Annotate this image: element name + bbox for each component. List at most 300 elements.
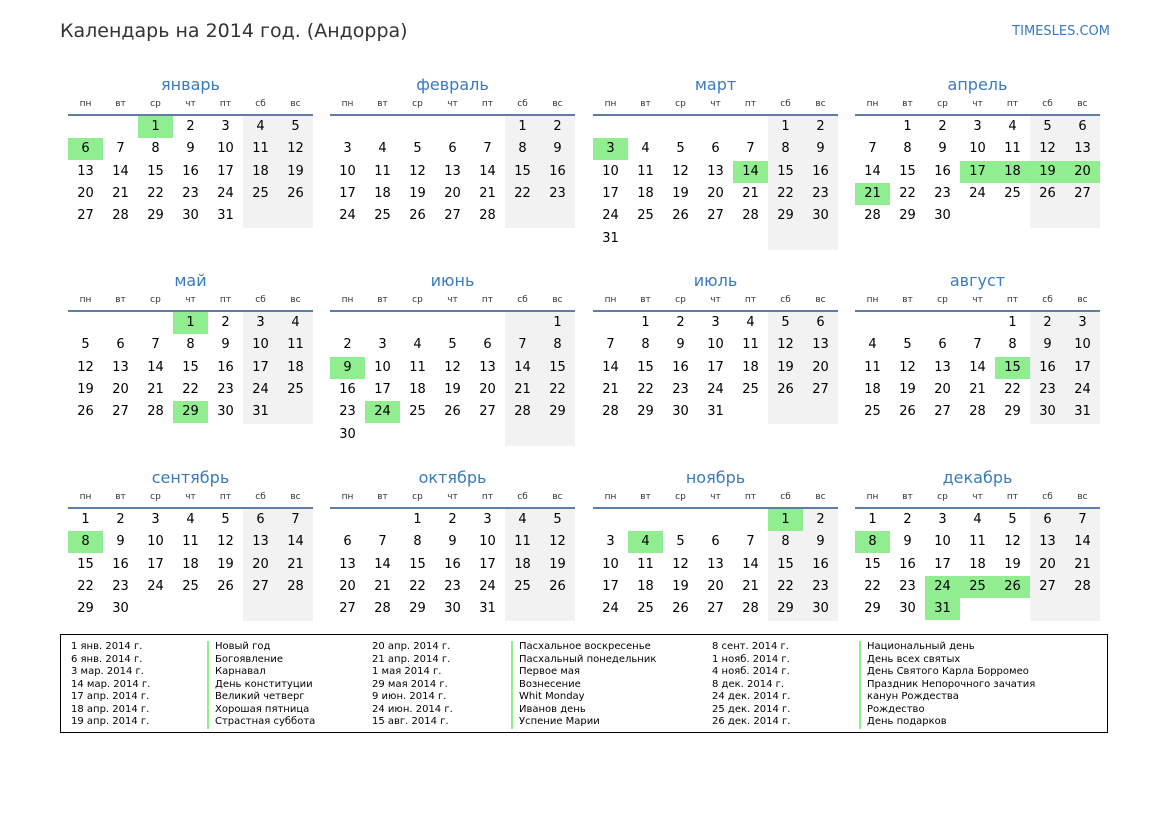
day-cell: 12 [217,534,234,550]
day-cell: 10 [1074,337,1091,353]
legend-date: 1 нояб. 2014 г. [712,653,790,665]
day-cell: 10 [707,337,724,353]
day-cell: 18 [287,359,304,375]
day-cell: 10 [339,163,356,179]
weekday-label: чт [972,99,983,109]
legend-date: 17 апр. 2014 г. [71,691,150,702]
day-cell: 20 [707,185,724,201]
legend-holiday-name: Новый год [207,641,270,654]
day-cell: 16 [934,163,951,179]
day-cell: 18 [409,381,426,397]
day-cell: 25 [514,578,531,594]
weekday-label: пн [341,99,354,109]
day-cell: 7 [606,337,615,353]
day-cell: 18 [637,578,654,594]
weekday-label: вс [1077,492,1088,502]
weekday-label: ср [675,295,686,305]
day-cell: 8 [781,141,790,157]
day-cell: 6 [711,534,720,550]
weekday-label: вс [290,492,301,502]
day-cell: 2 [343,337,352,353]
holiday-day-cell: 18 [995,161,1030,183]
legend-date: 3 мар. 2014 г. [71,666,144,677]
day-cell: 4 [641,141,650,157]
legend-date: 6 янв. 2014 г. [71,653,143,665]
day-cell: 27 [1074,185,1091,201]
legend-date: 1 мая 2014 г. [372,666,442,677]
month-name: май [174,271,207,290]
day-cell: 22 [777,578,794,594]
weekday-label: вт [902,295,913,305]
day-cell: 5 [413,141,422,157]
day-cell: 2 [816,512,825,527]
weekday-label: пн [79,295,92,305]
day-cell: 9 [221,337,230,353]
day-cell: 7 [291,512,300,527]
day-cell: 23 [112,578,129,594]
day-cell: 31 [479,601,496,617]
weekday-label: вс [815,99,826,109]
day-cell: 17 [934,556,951,572]
day-cell: 23 [934,185,951,201]
day-cell: 16 [444,556,461,572]
day-cell: 22 [637,381,654,397]
day-cell: 5 [781,315,790,330]
day-cell: 12 [899,359,916,375]
legend-date: 21 апр. 2014 г. [372,653,451,665]
day-cell: 11 [514,534,531,550]
legend-holiday-name: Иванов день [511,704,586,717]
weekday-label: пт [481,99,494,109]
day-cell: 21 [1074,556,1091,572]
day-cell: 26 [444,404,461,420]
day-cell: 20 [444,185,461,201]
legend-date: 25 дек. 2014 г. [712,703,791,715]
day-cell: 3 [938,512,947,527]
day-cell: 26 [217,578,234,594]
day-cell: 7 [746,141,755,157]
weekday-label: вс [290,99,301,109]
day-cell: 7 [518,337,527,353]
legend-holiday-name: канун Рождества [859,691,959,704]
day-cell: 4 [973,512,982,527]
holiday-day-cell: 3 [593,138,628,160]
month-name: июль [693,271,738,290]
day-cell: 2 [221,315,230,330]
day-cell: 27 [707,601,724,617]
day-cell: 26 [672,601,689,617]
weekday-label: чт [447,492,458,502]
legend-date: 19 апр. 2014 г. [71,716,150,727]
holiday-day-cell: 15 [995,357,1030,379]
day-cell: 22 [514,185,531,201]
day-cell: 31 [707,404,724,420]
day-cell: 3 [483,512,492,527]
day-cell: 26 [1039,185,1056,201]
day-cell: 13 [707,163,724,179]
day-cell: 20 [812,359,829,375]
weekday-label: ср [150,492,161,502]
day-cell: 20 [707,578,724,594]
day-cell: 1 [518,119,527,134]
legend-date: 1 янв. 2014 г. [71,641,143,652]
day-cell: 10 [374,359,391,375]
site-link[interactable]: TIMESLES.COM [1012,24,1110,39]
holiday-day-cell: 21 [855,183,890,205]
legend-date: 29 мая 2014 г. [372,678,448,690]
weekday-label: ср [675,492,686,502]
weekday-label: ср [150,295,161,305]
day-cell: 8 [903,141,912,157]
day-cell: 9 [938,141,947,157]
day-cell: 28 [479,208,496,224]
day-cell: 10 [934,534,951,550]
weekday-label: чт [710,99,721,109]
legend-holiday-name: Праздник Непорочного зачатия [859,679,1035,692]
day-cell: 8 [186,337,195,353]
weekday-label: вт [377,99,388,109]
weekday-label: ср [412,492,423,502]
day-cell: 31 [602,230,619,246]
day-cell: 14 [147,359,164,375]
weekday-label: пн [604,492,617,502]
month-block [68,467,313,647]
weekday-label: ср [412,295,423,305]
day-cell: 6 [116,337,125,353]
day-cell: 24 [479,578,496,594]
month-name: февраль [416,75,489,94]
day-cell: 17 [602,578,619,594]
weekday-label: вс [815,492,826,502]
weekday-label: вт [115,492,126,502]
day-cell: 23 [182,185,199,201]
weekday-label: пн [341,295,354,305]
day-cell: 17 [252,359,269,375]
day-cell: 9 [448,534,457,550]
day-cell: 24 [969,185,986,201]
day-cell: 4 [746,315,755,330]
day-cell: 9 [816,534,825,550]
day-cell: 23 [444,578,461,594]
day-cell: 2 [938,119,947,134]
day-cell: 8 [781,534,790,550]
day-cell: 7 [116,141,125,157]
day-cell: 30 [444,601,461,617]
weekday-label: вт [115,295,126,305]
day-cell: 7 [483,141,492,157]
month-name: ноябрь [685,468,746,487]
weekday-label: вс [1077,295,1088,305]
day-cell: 5 [1043,119,1052,134]
weekday-label: пт [1006,492,1019,502]
day-cell: 10 [252,337,269,353]
day-cell: 29 [777,208,794,224]
day-cell: 9 [553,141,562,157]
weekday-label: сб [1042,295,1053,305]
day-cell: 10 [602,556,619,572]
day-cell: 12 [1039,141,1056,157]
day-cell: 8 [518,141,527,157]
day-cell: 19 [549,556,566,572]
day-cell: 22 [777,185,794,201]
day-cell: 12 [672,556,689,572]
day-cell: 12 [77,359,94,375]
day-cell: 24 [217,185,234,201]
day-cell: 26 [899,404,916,420]
day-cell: 27 [444,208,461,224]
day-cell: 21 [287,556,304,572]
day-cell: 20 [252,556,269,572]
day-cell: 5 [553,512,562,527]
day-cell: 9 [676,337,685,353]
day-cell: 20 [479,381,496,397]
day-cell: 24 [707,381,724,397]
day-cell: 15 [637,359,654,375]
day-cell: 4 [413,337,422,353]
day-cell: 21 [479,185,496,201]
legend-holiday-name: Пасхальное воскресенье [511,641,651,654]
day-cell: 23 [672,381,689,397]
day-cell: 28 [514,404,531,420]
day-cell: 6 [1043,512,1052,527]
day-cell: 5 [81,337,90,353]
day-cell: 15 [77,556,94,572]
day-cell: 28 [112,208,129,224]
day-cell: 29 [777,601,794,617]
day-cell: 13 [444,163,461,179]
day-cell: 19 [409,185,426,201]
weekday-label: вт [377,492,388,502]
day-cell: 13 [707,556,724,572]
day-cell: 7 [1078,512,1087,527]
day-cell: 28 [969,404,986,420]
day-cell: 22 [864,578,881,594]
day-cell: 15 [899,163,916,179]
day-cell: 1 [903,119,912,134]
weekday-label: пн [79,492,92,502]
day-cell: 25 [252,185,269,201]
weekday-label: вт [902,492,913,502]
day-cell: 3 [711,315,720,330]
day-cell: 13 [479,359,496,375]
day-cell: 7 [973,337,982,353]
day-cell: 3 [973,119,982,134]
day-cell: 18 [864,381,881,397]
day-cell: 21 [147,381,164,397]
month-block [855,74,1100,254]
day-cell: 3 [343,141,352,157]
day-cell: 30 [217,404,234,420]
weekday-label: сб [1042,99,1053,109]
weekday-label: пт [744,295,757,305]
day-cell: 25 [287,381,304,397]
day-cell: 17 [147,556,164,572]
holiday-day-cell: 26 [995,576,1030,598]
weekday-label: вт [902,99,913,109]
day-cell: 17 [374,381,391,397]
day-cell: 29 [549,404,566,420]
day-cell: 11 [969,534,986,550]
day-cell: 3 [256,315,265,330]
legend-date: 15 авг. 2014 г. [372,716,449,727]
holiday-legend [60,634,1108,733]
weekday-label: ср [150,99,161,109]
day-cell: 16 [1039,359,1056,375]
weekday-label: чт [185,492,196,502]
day-cell: 9 [903,534,912,550]
day-cell: 27 [112,404,129,420]
day-cell: 19 [777,359,794,375]
day-cell: 25 [374,208,391,224]
legend-holiday-name: День Святого Карла Борромео [859,666,1029,679]
day-cell: 17 [217,163,234,179]
month-name: октябрь [418,468,487,487]
weekday-label: сб [1042,492,1053,502]
weekday-label: пт [744,492,757,502]
day-cell: 27 [1039,578,1056,594]
month-block [330,467,575,647]
holiday-day-cell: 4 [628,531,663,553]
day-cell: 21 [969,381,986,397]
day-cell: 8 [553,337,562,353]
day-cell: 24 [602,601,619,617]
day-cell: 4 [868,337,877,353]
day-cell: 10 [479,534,496,550]
day-cell: 27 [479,404,496,420]
day-cell: 30 [812,208,829,224]
day-cell: 18 [182,556,199,572]
weekday-label: ср [937,492,948,502]
day-cell: 27 [812,381,829,397]
day-cell: 9 [116,534,125,550]
holiday-day-cell: 24 [365,401,400,423]
weekday-label: чт [447,99,458,109]
day-cell: 30 [672,404,689,420]
day-cell: 14 [969,359,986,375]
weekday-label: пт [219,492,232,502]
month-block [330,74,575,254]
day-cell: 25 [182,578,199,594]
day-cell: 10 [217,141,234,157]
day-cell: 13 [339,556,356,572]
weekday-label: пн [866,295,879,305]
legend-holiday-name: Первое мая [511,666,580,679]
day-cell: 29 [1004,404,1021,420]
day-cell: 2 [1043,315,1052,330]
day-cell: 20 [1039,556,1056,572]
day-cell: 23 [899,578,916,594]
day-cell: 14 [112,163,129,179]
weekday-label: пн [866,99,879,109]
day-cell: 15 [777,163,794,179]
day-cell: 9 [186,141,195,157]
day-cell: 15 [147,163,164,179]
month-block [855,467,1100,647]
weekday-label: пт [744,99,757,109]
weekday-label: сб [780,99,791,109]
day-cell: 26 [287,185,304,201]
day-cell: 2 [816,119,825,134]
day-cell: 14 [864,163,881,179]
month-name: январь [161,75,220,94]
day-cell: 30 [339,426,356,442]
holiday-day-cell: 1 [768,509,803,531]
weekday-label: ср [937,99,948,109]
day-cell: 12 [444,359,461,375]
day-cell: 2 [676,315,685,330]
day-cell: 17 [479,556,496,572]
day-cell: 28 [147,404,164,420]
day-cell: 13 [1074,141,1091,157]
weekday-label: сб [517,295,528,305]
day-cell: 3 [151,512,160,527]
day-cell: 31 [1074,404,1091,420]
weekday-label: чт [185,295,196,305]
day-cell: 19 [899,381,916,397]
weekday-label: чт [972,492,983,502]
day-cell: 7 [378,534,387,550]
day-cell: 4 [186,512,195,527]
day-cell: 29 [409,601,426,617]
legend-holiday-name: Вознесение [511,679,581,692]
weekday-label: вс [290,295,301,305]
month-block [68,270,313,450]
day-cell: 30 [112,601,129,617]
day-cell: 22 [182,381,199,397]
day-cell: 16 [672,359,689,375]
day-cell: 1 [413,512,422,527]
day-cell: 9 [816,141,825,157]
day-cell: 7 [746,534,755,550]
day-cell: 5 [221,512,230,527]
legend-date: 9 июн. 2014 г. [372,691,447,702]
day-cell: 31 [252,404,269,420]
holiday-day-cell: 8 [855,531,890,553]
day-cell: 18 [374,185,391,201]
day-cell: 13 [252,534,269,550]
day-cell: 1 [641,315,650,330]
day-cell: 19 [77,381,94,397]
weekday-label: вс [552,295,563,305]
day-cell: 23 [812,185,829,201]
day-cell: 27 [77,208,94,224]
day-cell: 16 [182,163,199,179]
day-cell: 25 [1004,185,1021,201]
day-cell: 2 [186,119,195,134]
legend-holiday-name: Рождество [859,704,925,717]
day-cell: 26 [77,404,94,420]
weekday-label: сб [517,99,528,109]
day-cell: 16 [812,163,829,179]
day-cell: 19 [672,185,689,201]
day-cell: 11 [374,163,391,179]
weekday-label: чт [710,295,721,305]
day-cell: 29 [77,601,94,617]
weekday-label: пт [481,295,494,305]
legend-holiday-name: День всех святых [859,654,960,667]
holiday-day-cell: 24 [925,576,960,598]
month-name: сентябрь [151,468,230,487]
day-cell: 8 [1008,337,1017,353]
weekday-label: пн [604,295,617,305]
holiday-day-cell: 6 [68,138,103,160]
day-cell: 10 [602,163,619,179]
weekday-label: чт [447,295,458,305]
holiday-day-cell: 29 [173,401,208,423]
day-cell: 14 [374,556,391,572]
day-cell: 19 [1004,556,1021,572]
weekday-label: сб [780,492,791,502]
